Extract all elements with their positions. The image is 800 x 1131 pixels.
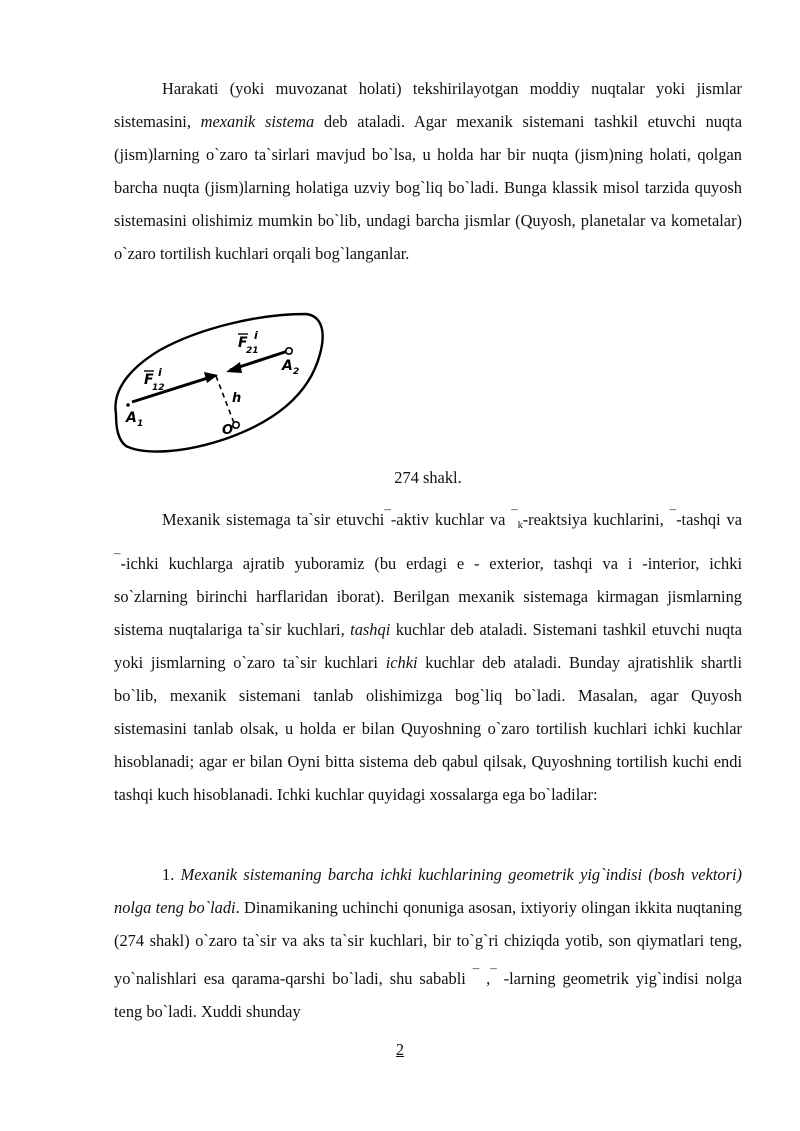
page-number: 2 [395,1040,405,1059]
paragraph-3 [114,858,742,1028]
vector-bar-active: ¯ [384,507,391,522]
p2-emphasis-ichki: ichki [385,653,418,672]
label-f12: F [144,372,154,388]
p2-text-7: kuchlar deb ataladi. Bunday ajratishlik shartli bo`lib, mexanik sistemani tanlab olishimizga bog`liq bo`ladi. Masalan, agar Quyosh sistemasini tanlab olsak, u holda er bilan Quyoshning o`zaro tortilish kuchlari ichki kuchlar hisoblanadi; agar er bilan Oyni bitta sistema deb qabul qilsak, Quyoshning tortilish kuchi endi tashqi kuch hisoblanadi. Ichki kuchlar quyidagi xossalarga ega bo`ladilar: [114,653,743,804]
label-a1-sub: 1 [137,419,144,429]
p2-text-5: -ichki kuchlarga ajratib yuboramiz (bu erdagi e - exterior, tashqi va i -interior, ichki so`zlarning birinchi harflaridan iborat). Berilgan mexanik sistemaga kirmagan jismlarning sistema nuqtalariga ta`sir kuchlari, [114,554,742,639]
vector-bar-f12: ¯ [472,966,480,981]
p3-number: 1. [162,865,181,884]
figure-274 [108,310,328,458]
vector-bar-f21: ¯ [490,966,497,981]
arrowhead-f21 [226,362,242,373]
label-h: h [232,391,242,406]
label-f21-sub: 21 [246,346,259,356]
paragraph-1-text-b: deb ataladi. Agar mexanik sistemani tashkil etuvchi nuqta (jism)larning o`zaro ta`sirlari mavjud bo`lsa, u holda har bir nuqta (jism)ning holati, qolgan barcha nuqta (jism)larning holatiga uzviy bog`liq bo`ladi. Bunga klassik misol tarzida quyosh sistemasini olishimiz mumkin bo`lib, undagi barcha jismlar (Quyosh, planetalar va kometalar) o`zaro tortilish kuchlari orqali bog`langanlar. [114,112,742,263]
label-f21: F [238,335,248,351]
p3-text-2: , [479,969,491,988]
p2-text-1: Mexanik sistemaga ta`sir etuvchi [162,510,385,529]
label-a1: A [126,410,137,426]
subscript-k: k [517,520,523,531]
vector-bar-internal: ¯ [114,551,121,566]
point-a1 [126,403,130,407]
p3-text-1: . Dinamikaning uchinchi qonuniga asosan, ixtiyoriy olingan ikkita nuqtaning (274 shakl) o`zaro ta`sir va aks ta`sir kuchlari, bir to`g`ri chiziqda yotib, son qiymatlari teng, yo`nalishlari esa qarama-qarshi bo`ladi, shu sababli [114,898,742,988]
figure-caption: 274 shakl. [394,468,462,487]
p2-text-6: kuchlar deb ataladi. Sistemani tashkil etuvchi nuqta yoki jismlarning o`zaro ta`sir kuchlari [114,620,742,672]
p2-text-3: -reaktsiya kuchlarini, [522,510,670,529]
paragraph-1 [114,72,742,270]
paragraph-1-text-a: Harakati (yoki muvozanat holati) tekshirilayotgan moddiy nuqtalar yoki jismlar sistemasini, [114,79,742,131]
paragraph-2 [114,498,742,811]
p3-text-3: -larning geometrik yig`indisi nolga teng bo`ladi. Xuddi shunday [114,969,742,1021]
label-o: O [222,423,234,438]
p2-text-4: -tashqi va [676,510,742,529]
label-f12-sup: i [158,366,162,379]
p2-text-2: -aktiv kuchlar va [390,510,512,529]
point-o [233,422,239,428]
p3-emphasis: Mexanik sistemaning barcha ichki kuchlarining geometrik yig`indisi (bosh vektori) nolga teng bo`ladi [114,865,743,917]
vector-bar-external: ¯ [669,507,677,522]
paragraph-1-emphasis: mexanik sistema [200,112,315,131]
label-f21-sup: i [254,329,258,342]
label-f12-sub: 12 [152,383,165,393]
vector-bar-reaction: ¯ [511,507,518,522]
label-a2: A [282,358,293,374]
point-a2 [286,348,292,354]
p2-emphasis-tashqi: tashqi [350,620,391,639]
label-a2-sub: 2 [293,367,300,377]
